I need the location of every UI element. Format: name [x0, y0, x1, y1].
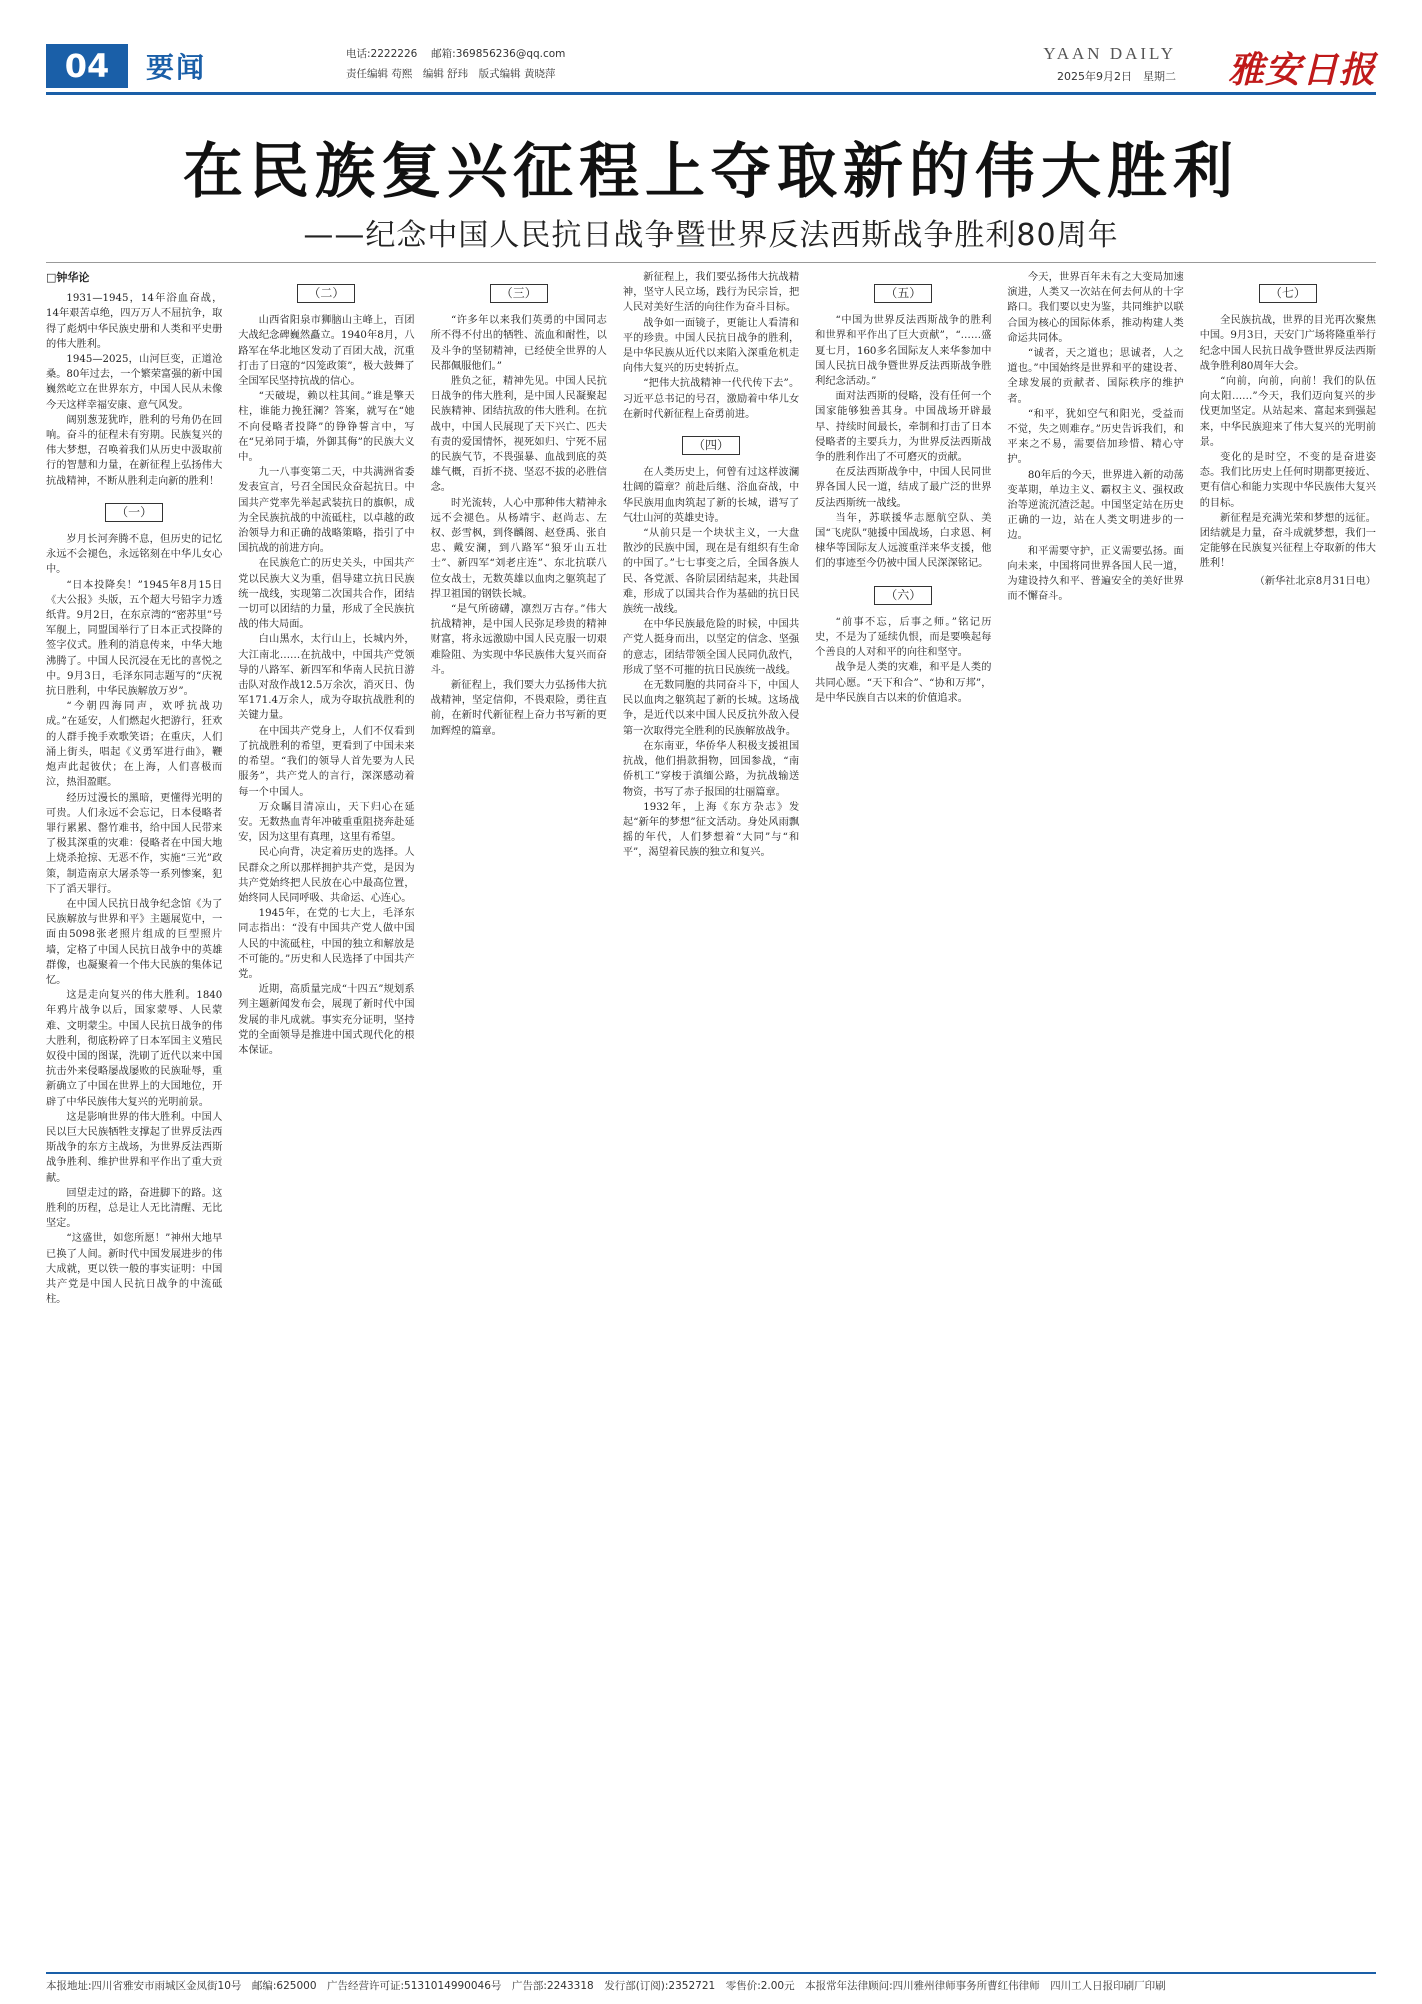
paragraph: “从前只是一个块状主义，一大盘散沙的民族中国，现在是有组织有生命的中国了。”七七事变之后，全国各族人民、各党派、各阶层团结起来，共赴国难，形成了以国共合作为基础的抗日民族统一战线。 [622, 528, 800, 616]
paragraph: 和平需要守护，正义需要弘扬。面向未来，中国将同世界各国人民一道，为建设持久和平、普遍安全的美好世界而不懈奋斗。 [1007, 545, 1184, 603]
paragraph: 在无数同胞的共同奋斗下，中国人民以血肉之躯筑起了新的长城。这场战争，是近代以来中国人民反抗外敌入侵第一次取得完全胜利的民族解放战争。 [622, 680, 800, 737]
paragraph: 今天，世界百年未有之大变局加速演进，人类又一次站在何去何从的十字路口。我们要以史为鉴，共同维护以联合国为核心的国际体系，推动构建人类命运共同体。 [1007, 272, 1184, 344]
footer-imprint: 本报地址:四川省雅安市雨城区金凤街10号 邮编:625000 广告经营许可证:5131014990046号 广告部:2243318 发行部(订阅):2352721 零售价:2.00元 本报常年法律顾问:四川雅州律师事务所曹红伟律师 四川工人日报印刷厂印刷 [46, 1972, 1376, 1993]
paragraph: 白山黑水，太行山上，长城内外，大江南北……在抗战中，中国共产党领导的八路军、新四军和华南人民抗日游击队对敌作战12.5万余次，消灭日、伪军171.4万余人，成为夺取抗战胜利的关键力量。 [238, 634, 415, 722]
contact-info [346, 44, 565, 84]
column-7 [1200, 270, 1376, 1950]
paragraph: 九一八事变第二天，中共满洲省委发表宣言，号召全国民众奋起抗日。中国共产党率先举起武装抗日的旗帜，成为全民族抗战的中流砥柱，以卓越的政治领导力和正确的战略策略，指引了中国抗战的前进方向。 [238, 467, 415, 555]
issue-date: 2025年9月2日 星期二 [1057, 70, 1176, 83]
paragraph: “许多年以来我们英勇的中国同志所不得不付出的牺牲、流血和耐性，以及斗争的坚韧精神，已经使全世界的人民都佩服他们。” [430, 315, 607, 372]
column-3 [431, 270, 607, 1950]
masthead [46, 40, 1376, 95]
paragraph: 战争如一面镜子，更能让人看清和平的珍贵。中国人民抗日战争的胜利，是中华民族从近代以来陷入深重危机走向伟大复兴的历史转折点。 [622, 317, 800, 375]
phone: 电话:2222226 [346, 48, 418, 60]
paragraph: 变化的是时空，不变的是奋进姿态。我们比历史上任何时期都更接近、更有信心和能力实现中华民族伟大复兴的目标。 [1199, 452, 1376, 509]
section-heading: （五） [815, 284, 991, 303]
paragraph: “把伟大抗战精神一代代传下去”。习近平总书记的号召，激励着中华儿女在新时代新征程上奋勇前进。 [622, 378, 800, 420]
divider [46, 262, 1376, 263]
paragraph: “向前，向前，向前！我们的队伍向太阳……”今天，我们迈向复兴的步伐更加坚定。从站起来、富起来到强起来，中华民族迎来了伟大复兴的光明前景。 [1199, 376, 1376, 448]
paper-name-en: YAAN DAILY [1043, 44, 1176, 63]
paragraph: “是气所磅礴，凛烈万古存。”伟大抗战精神，是中国人民弥足珍贵的精神财富，将永远激励中国人民克服一切艰难险阻、为实现中华民族伟大复兴而奋斗。 [430, 604, 607, 676]
paragraph: 新征程是充满光荣和梦想的远征。团结就是力量，奋斗成就梦想，我们一定能够在民族复兴征程上夺取新的伟大胜利！ [1199, 512, 1376, 570]
paragraph: 万众瞩目清凉山，天下归心在延安。无数热血青年冲破重重阻挠奔赴延安，因为这里有真理，这里有希望。 [238, 801, 415, 844]
paragraph: 这是影响世界的伟大胜利。中国人民以巨大民族牺牲支撑起了世界反法西斯战争的东方主战场，为世界反法西斯战争胜利、维护世界和平作出了重大贡献。 [46, 1111, 223, 1184]
section-heading: （三） [431, 284, 607, 303]
paragraph: 在东南亚，华侨华人积极支援祖国抗战，他们捐款捐物，回国参战，“南侨机工”穿梭于滇缅公路，为抗战输送物资，书写了赤子报国的壮丽篇章。 [622, 740, 800, 798]
column-2 [238, 270, 414, 1950]
paragraph: “日本投降矣！”1945年8月15日《大公报》头版，五个超大号铅字力透纸背。9月2日，在东京湾的“密苏里”号军舰上，同盟国举行了日本正式投降的签字仪式。胜利的消息传来，中华大地沸腾了。中国人民沉浸在无比的喜悦之中。9月3日，毛泽东同志题写的“庆祝抗日胜利，中华民族解放万岁”。 [46, 579, 223, 698]
paragraph: 山西省阳泉市狮脑山主峰上，百团大战纪念碑巍然矗立。1940年8月，八路军在华北地区发动了百团大战，沉重打击了日寇的“囚笼政策”，极大鼓舞了全国军民坚持抗战的信心。 [238, 315, 415, 388]
paragraph: 新征程上，我们要大力弘扬伟大抗战精神，坚定信仰，不畏艰险，勇往直前，在新时代新征程上奋力书写新的更加辉煌的篇章。 [430, 680, 607, 737]
paragraph: 1945—2025，山河巨变，正道沧桑。80年过去，一个繁荣富强的新中国巍然屹立在世界东方，中国人民从未像今天这样幸福安康、意气风发。 [46, 354, 223, 411]
dateline: （新华社北京8月31日电） [1254, 575, 1376, 587]
page-number: 04 [46, 44, 128, 88]
paragraph: 回望走过的路，奋进脚下的路。这胜利的历程，总是让人无比清醒、无比坚定。 [46, 1187, 223, 1230]
paragraph: 阔别葱茏犹昨，胜利的号角仍在回响。奋斗的征程未有穷期。民族复兴的伟大梦想，召唤着我们从历史中汲取前行的智慧和力量，在新征程上弘扬伟大抗战精神，不断从胜利走向新的胜利！ [46, 414, 223, 487]
paragraph: 面对法西斯的侵略，没有任何一个国家能够独善其身。中国战场开辟最早、持续时间最长，牵制和打击了日本侵略者的主要兵力，为世界反法西斯战争的胜利作出了不可磨灭的贡献。 [815, 391, 992, 464]
paragraph: “这盛世，如您所愿！”神州大地早已换了人间。新时代中国发展进步的伟大成就，更以铁一般的事实证明：中国共产党是中国人民抗日战争的中流砥柱。 [46, 1233, 223, 1306]
paragraph: 在中国共产党身上，人们不仅看到了抗战胜利的希望，更看到了中国未来的希望。“我们的领导人首先要为人民服务”，共产党人的言行，深深感动着每一个中国人。 [238, 725, 415, 798]
section-heading: （四） [623, 436, 799, 455]
paragraph: 战争是人类的灾难，和平是人类的共同心愿。“天下和合”、“协和万邦”，是中华民族自古以来的价值追求。 [815, 662, 992, 704]
paragraph: “天破堤，赖以柱其间。”谁是擎天柱，谁能力挽狂澜？答案，就写在“她不向侵略者投降”的铮铮誓言中，写在“兄弟同于墙，外御其侮”的民族大义中。 [238, 391, 415, 464]
paragraph: 在民族危亡的历史关头，中国共产党以民族大义为重，倡导建立抗日民族统一战线，实现第二次国共合作，团结一切可以团结的力量，形成了全民族抗战的伟大局面。 [238, 558, 415, 631]
newspaper-logo: 雅安日报 [1227, 49, 1376, 91]
paragraph: 1945年，在党的七大上，毛泽东同志指出：“没有中国共产党人做中国人民的中流砥柱，中国的独立和解放是不可能的。”历史和人民选择了中国共产党。 [238, 908, 415, 980]
section-heading: （二） [238, 284, 414, 303]
section-title: 要闻 [146, 51, 207, 84]
paragraph: 岁月长河奔腾不息，但历史的记忆永远不会褪色，永远铭刻在中华儿女心中。 [46, 534, 223, 576]
section-heading: （七） [1200, 284, 1376, 303]
paragraph: 全民族抗战，世界的目光再次聚焦中国。9月3日，天安门广场将隆重举行纪念中国人民抗日战争暨世界反法西斯战争胜利80周年大会。 [1199, 315, 1376, 372]
article-body [46, 270, 1376, 1950]
paragraph: “今朝四海同声，欢呼抗战功成。”在延安，人们燃起火把游行，狂欢的人群手挽手欢歌笑语；在重庆，人们涌上街头，唱起《义勇军进行曲》，鞭炮声此起彼伏；在上海，人们喜极而泣，热泪盈眶。 [46, 701, 223, 789]
headline: 在民族复兴征程上夺取新的伟大胜利 [183, 137, 1239, 207]
editors: 责任编辑 苟熙 编辑 舒玮 版式编辑 黄晓萍 [346, 68, 556, 80]
paragraph: 在中华民族最危险的时候，中国共产党人挺身而出，以坚定的信念、坚强的意志，团结带领全国人民同仇敌忾，形成了坚不可摧的抗日民族统一战线。 [622, 619, 800, 676]
paragraph: 在反法西斯战争中，中国人民同世界各国人民一道，结成了最广泛的世界反法西斯统一战线。 [815, 467, 992, 509]
paragraph: 近期，高质量完成“十四五”规划系列主题新闻发布会，展现了新时代中国发展的非凡成就。事实充分证明，坚持党的全面领导是推进中国式现代化的根本保证。 [238, 984, 415, 1056]
paragraph: 在人类历史上，何曾有过这样波澜壮阔的篇章？前赴后继、浴血奋战，中华民族用血肉筑起了新的长城，谱写了气壮山河的英雄史诗。 [622, 467, 800, 524]
paragraph: 80年后的今天，世界进入新的动荡变革期，单边主义、霸权主义、强权政治等逆流沉渣泛起。中国坚定站在历史正确的一边，站在人类文明进步的一边。 [1007, 469, 1184, 542]
paragraph: 新征程上，我们要弘扬伟大抗战精神，坚守人民立场，践行为民宗旨，把人民对美好生活的向往作为奋斗目标。 [622, 272, 800, 314]
paragraph: “诚者，天之道也；思诚者，人之道也。”中国始终是世界和平的建设者、全球发展的贡献者、国际秩序的维护者。 [1007, 348, 1184, 405]
paragraph: 1932年，上海《东方杂志》发起“新年的梦想”征文活动。身处风雨飘摇的年代，人们梦想着“大同”与“和平”，渴望着民族的独立和复兴。 [622, 801, 800, 859]
subheadline: ——纪念中国人民抗日战争暨世界反法西斯战争胜利80周年 [303, 218, 1119, 253]
paragraph: 1931—1945，14年浴血奋战，14年艰苦卓绝，四万万人不屈抗争，取得了彪炳中华民族史册和人类和平史册的伟大胜利。 [46, 293, 223, 350]
section-heading: （一） [46, 503, 222, 522]
paragraph: 这是走向复兴的伟大胜利。1840年鸦片战争以后，国家蒙辱、人民蒙难、文明蒙尘。中国人民抗日战争的伟大胜利，彻底粉碎了日本军国主义殖民奴役中国的图谋，洗刷了近代以来中国抗击外来侵略屡战屡败的民族耻辱，重新确立了中国在世界上的大国地位，开辟了中华民族伟大复兴的光明前景。 [46, 990, 223, 1108]
paragraph: 民心向背，决定着历史的选择。人民群众之所以那样拥护共产党，是因为共产党始终把人民放在心中最高位置，始终同人民同呼吸、共命运、心连心。 [238, 847, 415, 904]
paragraph: 在中国人民抗日战争纪念馆《为了民族解放与世界和平》主题展览中，一面由5098张老照片组成的巨型照片墙，定格了中国人民抗日战争中的英雄群像，也凝聚着一个伟大民族的集体记忆。 [46, 898, 223, 986]
paragraph: “和平，犹如空气和阳光，受益而不觉，失之则难存。”历史告诉我们，和平来之不易，需要倍加珍惜、精心守护。 [1007, 408, 1184, 466]
paragraph: “中国为世界反法西斯战争的胜利和世界和平作出了巨大贡献”，“……盛夏七月，160多名国际友人来华参加中国人民抗日战争暨世界反法西斯战争胜利纪念活动。” [815, 315, 992, 388]
paragraph: “前事不忘，后事之师。”铭记历史，不是为了延续仇恨，而是要唤起每个善良的人对和平的向往和坚守。 [815, 616, 992, 659]
column-5 [815, 270, 991, 1950]
byline: □钟华论 [46, 271, 90, 284]
email: 邮箱:369856236@qq.com [431, 48, 566, 60]
paragraph: 时光流转，人心中那种伟大精神永远不会褪色。从杨靖宇、赵尚志、左权、彭雪枫，到佟麟阁、赵登禹、张自忠、戴安澜，到八路军“狼牙山五壮士”、新四军“刘老庄连”、东北抗联八位女战士，无数英雄以血肉之躯筑起了捍卫祖国的钢铁长城。 [430, 497, 607, 600]
column-1 [46, 270, 222, 1950]
paragraph: 经历过漫长的黑暗，更懂得光明的可贵。人们永远不会忘记，日本侵略者罪行累累、罄竹难书，给中国人民带来了极其深重的灾难：侵略者在中国大地上烧杀抢掠、无恶不作，实施“三光”政策，制造南京大屠杀等一系列惨案，犯下了滔天罪行。 [46, 792, 223, 895]
paragraph: 胜负之征，精神先见。中国人民抗日战争的伟大胜利，是中国人民凝聚起民族精神、团结抗敌的伟大胜利。在抗战中，中国人民展现了天下兴亡、匹夫有责的爱国情怀，视死如归、宁死不屈的民族气节，不畏强暴、血战到底的英雄气概，百折不挠、坚忍不拔的必胜信念。 [430, 376, 607, 494]
section-heading: （六） [815, 586, 991, 605]
column-6 [1007, 270, 1183, 1950]
paragraph: 当年，苏联援华志愿航空队、美国“飞虎队”驰援中国战场，白求恩、柯棣华等国际友人远渡重洋来华支援，他们的事迹至今仍被中国人民深深铭记。 [815, 512, 992, 570]
column-4 [623, 270, 799, 1950]
